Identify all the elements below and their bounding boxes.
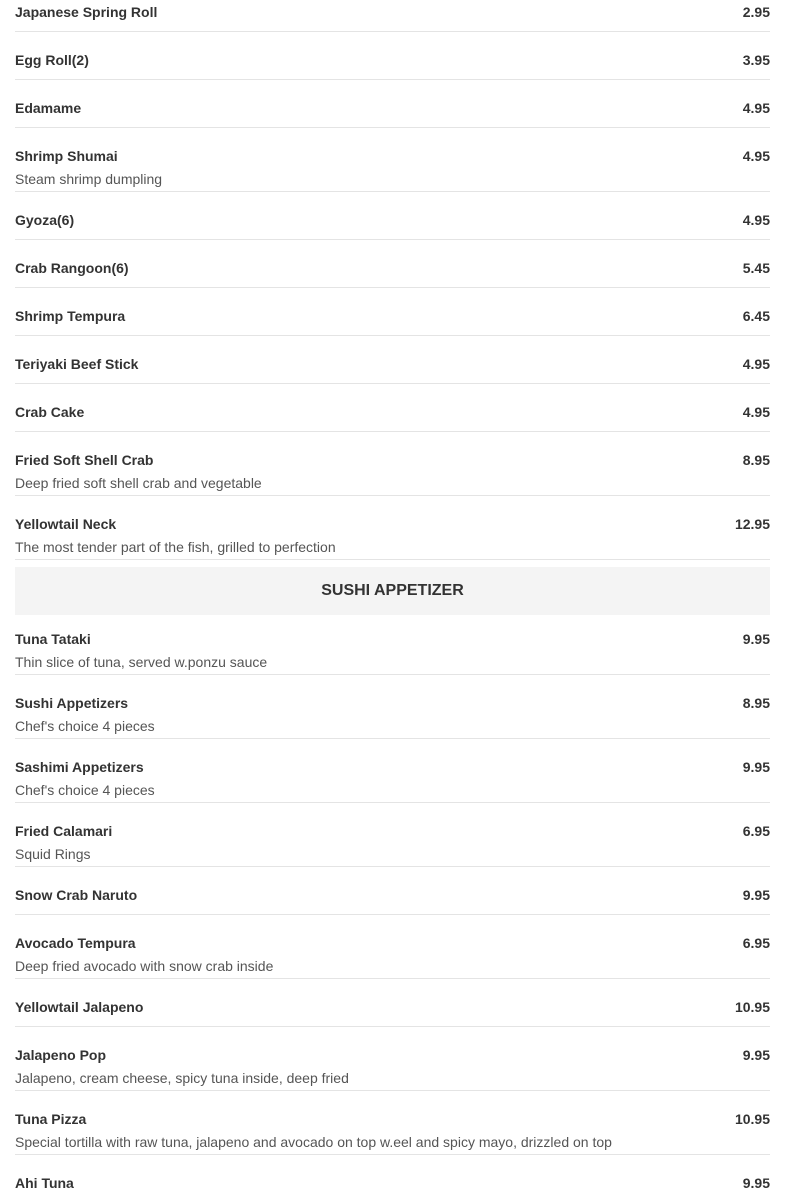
menu-item-price: 9.95 (742, 759, 770, 775)
menu-item-name: Tuna Pizza (15, 1111, 87, 1127)
menu-item-row (15, 695, 770, 711)
menu-item-price: 4.95 (742, 100, 770, 116)
menu-item-name: Shrimp Tempura (15, 308, 126, 324)
menu-item-price: 3.95 (742, 52, 770, 68)
menu-item[interactable] (15, 611, 770, 675)
menu-item-row (15, 999, 770, 1015)
menu-item-name: Teriyaki Beef Stick (15, 356, 139, 372)
menu-item[interactable] (15, 240, 770, 288)
menu-item[interactable] (15, 1155, 770, 1203)
menu-item-row (15, 404, 770, 420)
menu-item-price: 9.95 (742, 887, 770, 903)
menu-item[interactable] (15, 979, 770, 1027)
menu-item-price: 9.95 (742, 631, 770, 647)
menu-item-name: Crab Cake (15, 404, 85, 420)
menu-item-row (15, 516, 770, 532)
menu-item-price: 10.95 (734, 999, 770, 1015)
menu-item-name: Yellowtail Jalapeno (15, 999, 144, 1015)
menu-item-price: 5.45 (742, 260, 770, 276)
menu-item-name: Egg Roll(2) (15, 52, 89, 68)
menu-item-name: Tuna Tataki (15, 631, 91, 647)
menu-item[interactable] (15, 1091, 770, 1155)
menu-item[interactable] (15, 288, 770, 336)
menu-item-name: Gyoza(6) (15, 212, 75, 228)
appetizer-group (15, 0, 770, 560)
menu-item-row (15, 1175, 770, 1191)
menu-item-description: Thin slice of tuna, served w.ponzu sauce (15, 654, 268, 670)
menu-item-name: Fried Soft Shell Crab (15, 452, 154, 468)
menu-item-name: Japanese Spring Roll (15, 4, 158, 20)
menu-item-price: 6.95 (742, 823, 770, 839)
menu-item-name: Yellowtail Neck (15, 516, 117, 532)
menu-item-row (15, 887, 770, 903)
menu-item-description: Deep fried avocado with snow crab inside (15, 958, 274, 974)
menu-item-row (15, 212, 770, 228)
menu-item-price: 6.95 (742, 935, 770, 951)
section-header-sushi-appetizer (15, 567, 770, 615)
menu-item-row (15, 823, 770, 839)
menu-item-description: Steam shrimp dumpling (15, 171, 163, 187)
menu-item-row (15, 148, 770, 164)
menu-item-description: Special tortilla with raw tuna, jalapeno and avocado on top w.eel and spicy mayo, drizzled on top (15, 1134, 612, 1150)
menu-item-price: 4.95 (742, 404, 770, 420)
menu-item-row (15, 308, 770, 324)
menu-item-price: 2.95 (742, 4, 770, 20)
menu-item-row (15, 452, 770, 468)
menu-item-price: 10.95 (734, 1111, 770, 1127)
menu-item-name: Ahi Tuna (15, 1175, 74, 1191)
menu-item-price: 8.95 (742, 695, 770, 711)
menu-item[interactable] (15, 32, 770, 80)
menu-item[interactable] (15, 80, 770, 128)
menu-item[interactable] (15, 496, 770, 560)
menu-item-name: Fried Calamari (15, 823, 113, 839)
menu-item-description: Deep fried soft shell crab and vegetable (15, 475, 262, 491)
menu-item[interactable] (15, 384, 770, 432)
sushi-appetizer-group (15, 611, 770, 1203)
menu-item[interactable] (15, 739, 770, 803)
menu-item-price: 8.95 (742, 452, 770, 468)
menu-item-price: 9.95 (742, 1047, 770, 1063)
menu-list (15, 0, 770, 1203)
menu-item[interactable] (15, 128, 770, 192)
menu-item[interactable] (15, 803, 770, 867)
menu-item[interactable] (15, 675, 770, 739)
menu-item-name: Avocado Tempura (15, 935, 136, 951)
menu-item-description: Jalapeno, cream cheese, spicy tuna inside, deep fried (15, 1070, 349, 1086)
menu-item-price: 4.95 (742, 212, 770, 228)
menu-item-price: 9.95 (742, 1175, 770, 1191)
menu-item-row (15, 52, 770, 68)
menu-item-row (15, 1047, 770, 1063)
menu-item-description: The most tender part of the fish, grilled to perfection (15, 539, 336, 555)
menu-item-row (15, 759, 770, 775)
menu-item-row (15, 935, 770, 951)
menu-item-name: Jalapeno Pop (15, 1047, 107, 1063)
menu-item-description: Chef's choice 4 pieces (15, 782, 155, 798)
menu-item-row (15, 4, 770, 20)
menu-item-row (15, 100, 770, 116)
menu-item[interactable] (15, 1027, 770, 1091)
menu-item[interactable] (15, 432, 770, 496)
menu-item-name: Snow Crab Naruto (15, 887, 138, 903)
menu-item[interactable] (15, 867, 770, 915)
menu-item-name: Sushi Appetizers (15, 695, 129, 711)
menu-item-description: Squid Rings (15, 846, 91, 862)
menu-item[interactable] (15, 192, 770, 240)
menu-item-row (15, 631, 770, 647)
menu-item-row (15, 1111, 770, 1127)
menu-item-price: 12.95 (734, 516, 770, 532)
section-title: SUSHI APPETIZER (321, 582, 464, 599)
menu-item-name: Crab Rangoon(6) (15, 260, 129, 276)
menu-item-price: 4.95 (742, 356, 770, 372)
menu-item-price: 6.45 (742, 308, 770, 324)
menu-item[interactable] (15, 0, 770, 32)
menu-item-name: Edamame (15, 100, 82, 116)
menu-item-row (15, 356, 770, 372)
menu-item[interactable] (15, 336, 770, 384)
menu-item[interactable] (15, 915, 770, 979)
menu-item-row (15, 260, 770, 276)
menu-item-name: Shrimp Shumai (15, 148, 118, 164)
menu-item-price: 4.95 (742, 148, 770, 164)
menu-item-description: Chef's choice 4 pieces (15, 718, 155, 734)
menu-item-name: Sashimi Appetizers (15, 759, 144, 775)
